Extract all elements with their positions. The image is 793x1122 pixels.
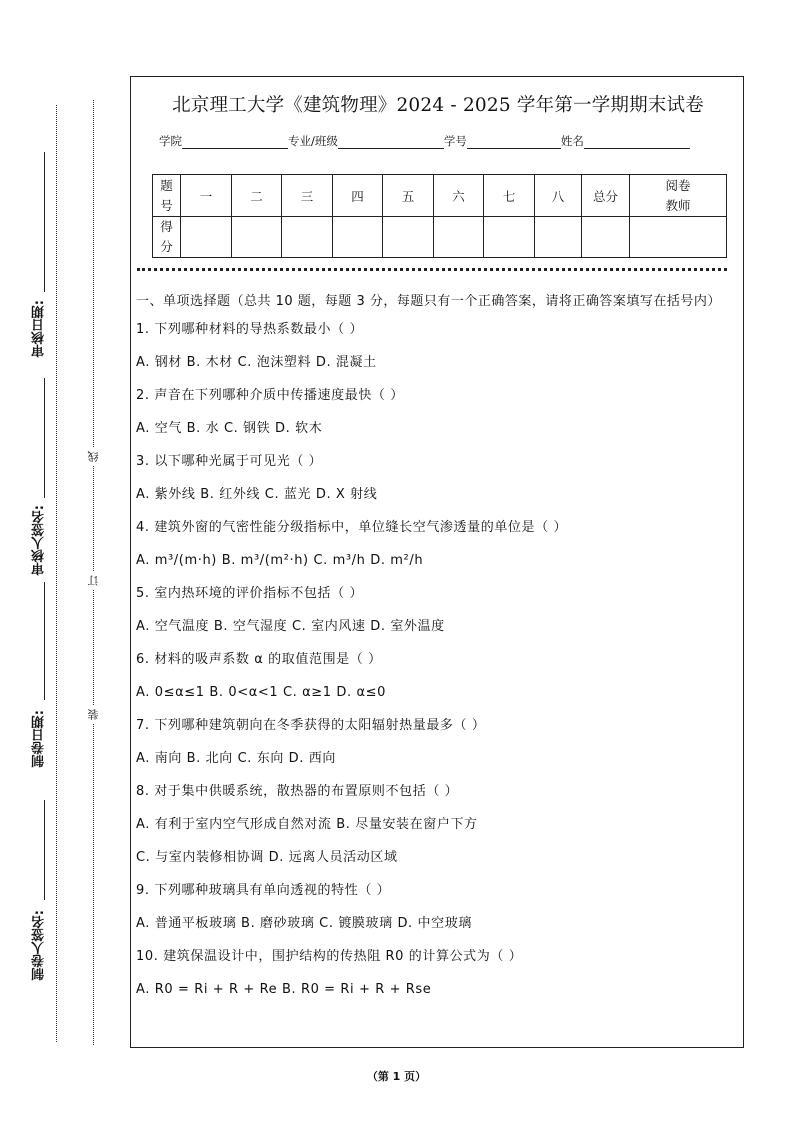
question-4-options: A. m³/(m·h) B. m³/(m²·h) C. m³/h D. m²/h — [136, 553, 424, 568]
col-total: 总分 — [582, 175, 630, 217]
binding-char-zhuang: 装 — [86, 706, 102, 723]
score-cell-total[interactable] — [582, 217, 630, 258]
question-7-options: A. 南向 B. 北向 C. 东向 D. 西向 — [136, 751, 336, 766]
col-2: 二 — [232, 175, 282, 217]
score-cell[interactable] — [333, 217, 383, 258]
question-3: 3. 以下哪种光属于可见光（ ） — [136, 454, 323, 469]
student-info-row — [159, 133, 690, 149]
score-cell[interactable] — [535, 217, 582, 258]
maker-sign-line — [44, 800, 45, 900]
col-4: 四 — [333, 175, 383, 217]
question-8: 8. 对于集中供暖系统，散热器的布置原则不包括（ ） — [136, 784, 459, 799]
question-2: 2. 声音在下列哪种介质中传播速度最快（ ） — [136, 388, 404, 403]
question-8-options-2: C. 与室内装修相协调 D. 远离人员活动区域 — [136, 850, 398, 865]
section-1 — [136, 292, 740, 1013]
question-6: 6. 材料的吸声系数 α 的取值范围是（ ） — [136, 652, 382, 667]
row-label-score: 得分 — [153, 217, 181, 258]
question-10-options: A. R0 = Ri + R + Re B. R0 = Ri + R + Rse — [136, 982, 432, 997]
score-cell[interactable] — [282, 217, 333, 258]
col-5: 五 — [383, 175, 434, 217]
score-table — [152, 174, 727, 258]
score-cell[interactable] — [434, 217, 484, 258]
name-field[interactable] — [584, 136, 690, 149]
major-label: 专业/班级 — [288, 134, 338, 148]
college-field[interactable] — [182, 136, 288, 149]
question-1-options: A. 钢材 B. 木材 C. 泡沫塑料 D. 混凝土 — [136, 355, 377, 370]
question-9-options: A. 普通平板玻璃 B. 磨砂玻璃 C. 镀膜玻璃 D. 中空玻璃 — [136, 916, 472, 931]
score-cell[interactable] — [383, 217, 434, 258]
student-id-field[interactable] — [467, 136, 561, 149]
exam-title: 北京理工大学《建筑物理》2024 - 2025 学年第一学期期末试卷 — [172, 95, 704, 116]
question-1: 1. 下列哪种材料的导热系数最小（ ） — [136, 322, 364, 337]
question-2-options: A. 空气 B. 水 C. 钢铁 D. 软木 — [136, 421, 323, 436]
make-date-label: 制卷日期: — [32, 710, 47, 768]
score-value-row — [153, 217, 727, 258]
binding-char-ding: 订 — [86, 572, 102, 589]
row-label-question-no: 题号 — [153, 175, 181, 217]
college-label: 学院 — [159, 134, 182, 148]
question-7: 7. 下列哪种建筑朝向在冬季获得的太阳辐射热量最多（ ） — [136, 718, 486, 733]
maker-sign-label: 制卷人签名: — [32, 910, 47, 981]
name-label: 姓名 — [560, 134, 584, 148]
question-10: 10. 建筑保温设计中，围护结构的传热阻 R0 的计算公式为（ ） — [136, 949, 523, 964]
section-1-heading: 一、单项选择题（总共 10 题，每题 3 分，每题只有一个正确答案，请将正确答案填写在括号内） — [136, 294, 721, 309]
question-5: 5. 室内热环境的评价指标不包括（ ） — [136, 586, 364, 601]
col-grader: 阅卷教师 — [630, 175, 727, 217]
score-cell-grader[interactable] — [630, 217, 727, 258]
question-6-options: A. 0≤α≤1 B. 0<α<1 C. α≥1 D. α≤0 — [136, 685, 386, 700]
binding-dotted-line-left — [56, 105, 57, 1042]
col-3: 三 — [282, 175, 333, 217]
section-divider — [137, 268, 727, 271]
question-4: 4. 建筑外窗的气密性能分级指标中，单位缝长空气渗透量的单位是（ ） — [136, 520, 568, 535]
student-id-label: 学号 — [443, 134, 467, 148]
review-date-label: 审核日期: — [32, 300, 47, 358]
score-cell[interactable] — [232, 217, 282, 258]
col-8: 八 — [535, 175, 582, 217]
review-date-line — [44, 152, 45, 292]
score-cell[interactable] — [181, 217, 232, 258]
make-date-line — [44, 582, 45, 700]
question-9: 9. 下列哪种玻璃具有单向透视的特性（ ） — [136, 883, 391, 898]
score-header-row — [153, 175, 727, 217]
question-3-options: A. 紫外线 B. 红外线 C. 蓝光 D. X 射线 — [136, 487, 378, 502]
major-field[interactable] — [338, 136, 444, 149]
col-6: 六 — [434, 175, 484, 217]
page-number: （第 1 页） — [366, 1070, 427, 1083]
col-1: 一 — [181, 175, 232, 217]
score-cell[interactable] — [484, 217, 535, 258]
col-7: 七 — [484, 175, 535, 217]
reviewer-sign-line — [44, 378, 45, 498]
binding-char-line: 线 — [86, 448, 102, 465]
question-8-options: A. 有利于室内空气形成自然对流 B. 尽量安装在窗户下方 — [136, 817, 478, 832]
reviewer-sign-label: 审核人签名: — [32, 505, 47, 576]
question-5-options: A. 空气温度 B. 空气湿度 C. 室内风速 D. 室外温度 — [136, 619, 445, 634]
exam-frame — [130, 76, 744, 1048]
